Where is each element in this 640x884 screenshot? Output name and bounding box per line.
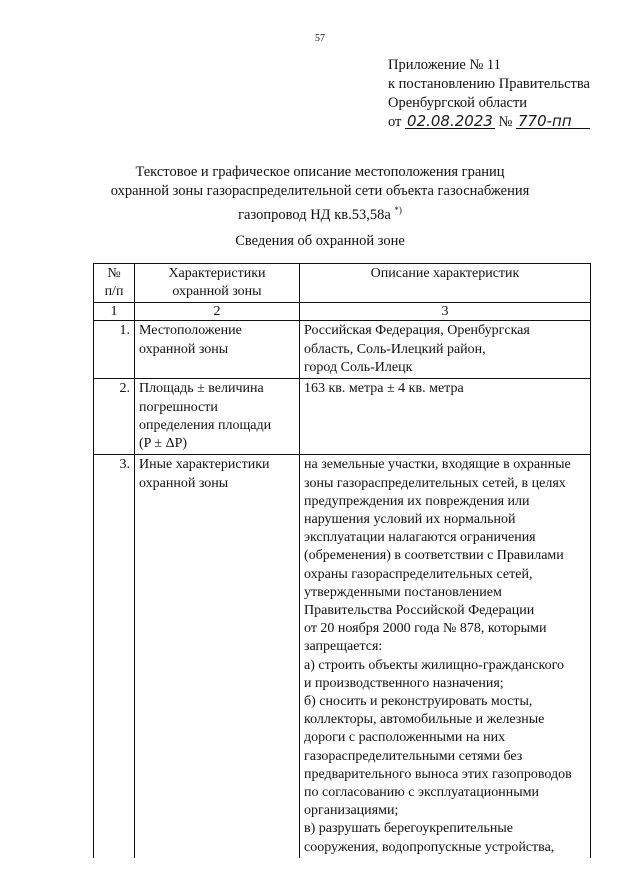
appendix-line-2: к постановлению Правительства [388, 76, 590, 92]
column-number-2: 2 [135, 303, 300, 321]
appendix-line-1: Приложение № 11 [388, 57, 501, 73]
column-numbers-row [94, 303, 591, 321]
appendix-date-line [388, 113, 590, 132]
appendix-line-3: Оренбургской области [388, 95, 528, 111]
header-col-2: Характеристики охранной зоны [135, 264, 300, 303]
from-label: от [388, 114, 402, 130]
header-col-3: Описание характеристик [300, 264, 591, 303]
row-description: 163 кв. метра ± 4 кв. метра [300, 379, 591, 455]
column-number-3: 3 [300, 303, 591, 321]
row-number: 3. [94, 455, 135, 858]
title-line-2: охранной зоны газораспределительной сети объекта газоснабжения [110, 183, 530, 199]
table-row [94, 321, 591, 379]
row-characteristic: Местоположение охранной зоны [135, 321, 300, 379]
number-label: № [498, 114, 513, 130]
zone-table [93, 263, 591, 858]
page-number: 57 [315, 33, 325, 44]
column-number-1: 1 [94, 303, 135, 321]
row-number: 2. [94, 379, 135, 455]
row-description: на земельные участки, входящие в охранные зоны газораспределительных сетей, в целях предупреждения их повреждения или нарушения условий их нормальной эксплуатации налагаются ограничения (обременения) в соответствии с Правилами охраны газораспределительных сетей, утвержденными постановлением Правительства Российской Федерации от 20 ноября 2000 года № 878, которыми запрещается: а) строить объекты жилищно-гражданского и производственного назначения; б) сносить и реконструировать мосты, коллекторы, автомобильные и железные дороги с расположенными на них газораспределительными сетями без предварительного выноса этих газопроводов по согласованию с эксплуатационными организациями; в) разрушать берегоукрепительные сооружения, водопропускные устройства, [300, 455, 591, 858]
row-characteristic: Иные характеристики охранной зоны [135, 455, 300, 858]
row-description: Российская Федерация, Оренбургская область, Соль-Илецкий район, город Соль-Илецк [300, 321, 591, 379]
title-line-1: Текстовое и графическое описание местоположения границ [135, 164, 505, 180]
header-col-1: № п/п [94, 264, 135, 303]
title-line-3: газопровод НД кв.53,58а *) [238, 205, 402, 223]
section-subtitle: Сведения об охранной зоне [235, 233, 405, 249]
appendix-block [388, 56, 590, 132]
handwritten-number: 770-пп [516, 114, 590, 129]
table-row [94, 455, 591, 858]
handwritten-date: 02.08.2023 [407, 112, 493, 130]
header-row [94, 264, 591, 303]
row-characteristic: Площадь ± величина погрешности определения площади (P ± ΔP) [135, 379, 300, 455]
footnote-mark: *) [394, 205, 402, 215]
document-title [0, 163, 640, 225]
row-number: 1. [94, 321, 135, 379]
table-row [94, 379, 591, 455]
